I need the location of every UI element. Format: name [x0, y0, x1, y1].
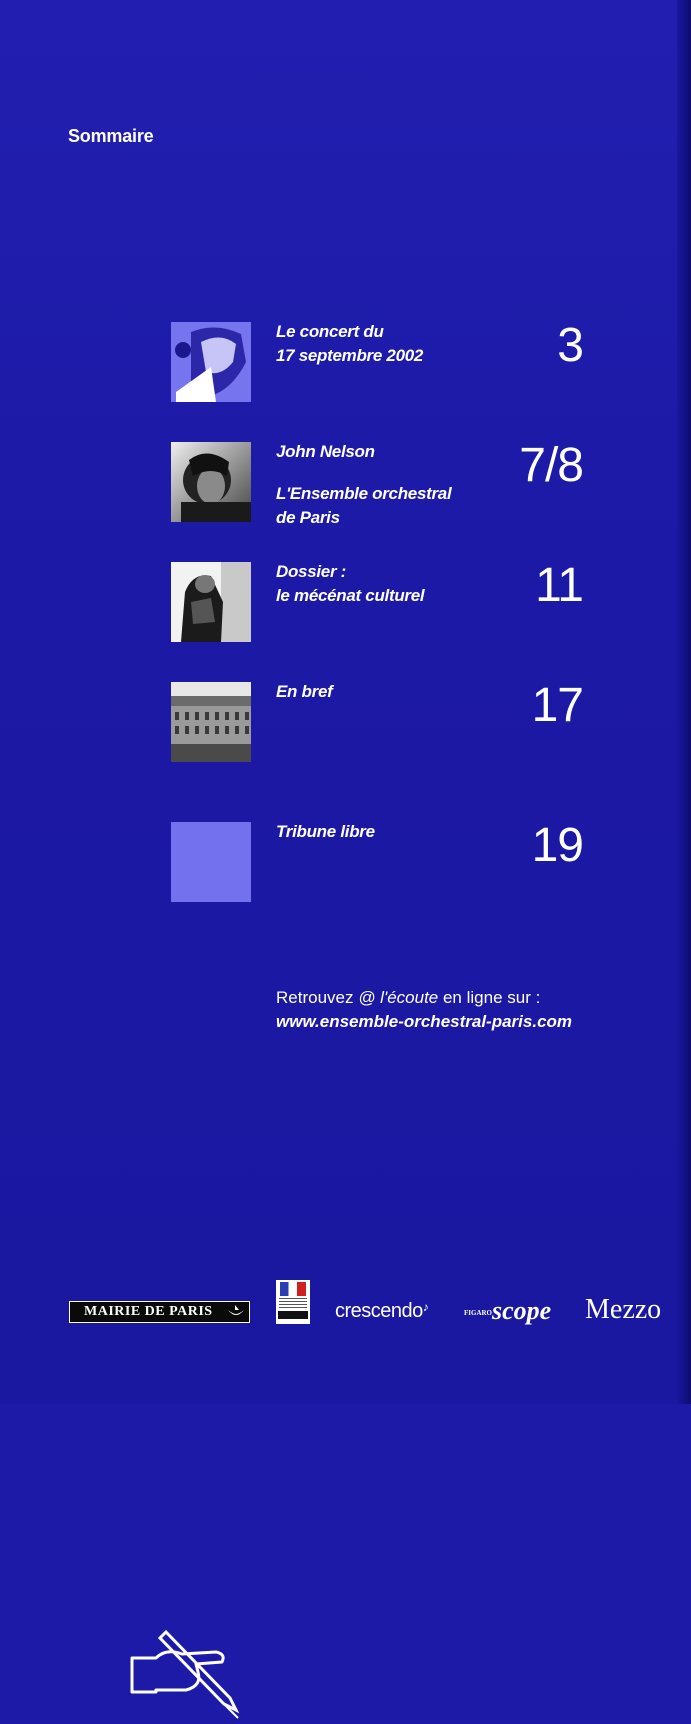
online-prefix: Retrouvez: [276, 988, 359, 1007]
page-number: 11: [535, 559, 583, 612]
brand-name: @ l'écoute: [358, 988, 439, 1007]
entry-line: le mécénat culturel: [276, 586, 425, 605]
writing-hand-icon: [126, 1628, 252, 1724]
mezzo-label: Mezzo: [585, 1294, 662, 1325]
entry-title: [276, 820, 375, 844]
entry-line: L'Ensemble orchestral: [276, 484, 452, 503]
entry-line: 17 septembre 2002: [276, 346, 424, 365]
page-title: Sommaire: [68, 126, 154, 146]
concert-thumbnail: [171, 322, 251, 402]
crescendo-label: crescendo: [335, 1300, 423, 1322]
figaro-small-label: FIGARO: [464, 1309, 492, 1318]
page-number: 3: [557, 319, 583, 372]
en-bref-photo: [171, 682, 251, 762]
mairie-de-paris-logo: [69, 1301, 250, 1323]
crescendo-logo: crescendo♪: [335, 1300, 429, 1322]
entry-title: [276, 680, 332, 704]
mairie-label: MAIRIE DE PARIS: [84, 1304, 213, 1319]
mezzo-logo: [585, 1294, 661, 1326]
online-notice: [276, 986, 572, 1034]
page-edge-shadow: [677, 0, 691, 1404]
paris-boat-icon: [227, 1304, 245, 1320]
republique-francaise-emblem: [276, 1280, 310, 1324]
figaro-main-label: scope: [492, 1296, 552, 1325]
website-link[interactable]: www.ensemble-orchestral-paris.com: [276, 1012, 573, 1031]
entry-title: [276, 440, 451, 530]
john-nelson-photo: [171, 442, 251, 522]
entry-title: [276, 320, 423, 368]
tribune-thumbnail: [171, 822, 251, 902]
page-number: 17: [531, 679, 583, 732]
dossier-photo: [171, 562, 251, 642]
entry-title: [276, 560, 424, 608]
entry-line: John Nelson: [276, 442, 375, 461]
page-number: 7/8: [519, 439, 583, 492]
figaroscope-logo: [464, 1296, 551, 1326]
entry-line: de Paris: [276, 508, 340, 527]
entry-line: Tribune libre: [276, 822, 375, 841]
entry-line: Dossier :: [276, 562, 347, 581]
online-suffix: en ligne sur :: [438, 988, 541, 1007]
page-number: 19: [531, 819, 583, 872]
entry-line: En bref: [276, 682, 333, 701]
sponsor-logos: [0, 1278, 691, 1338]
entry-line: Le concert du: [276, 322, 384, 341]
